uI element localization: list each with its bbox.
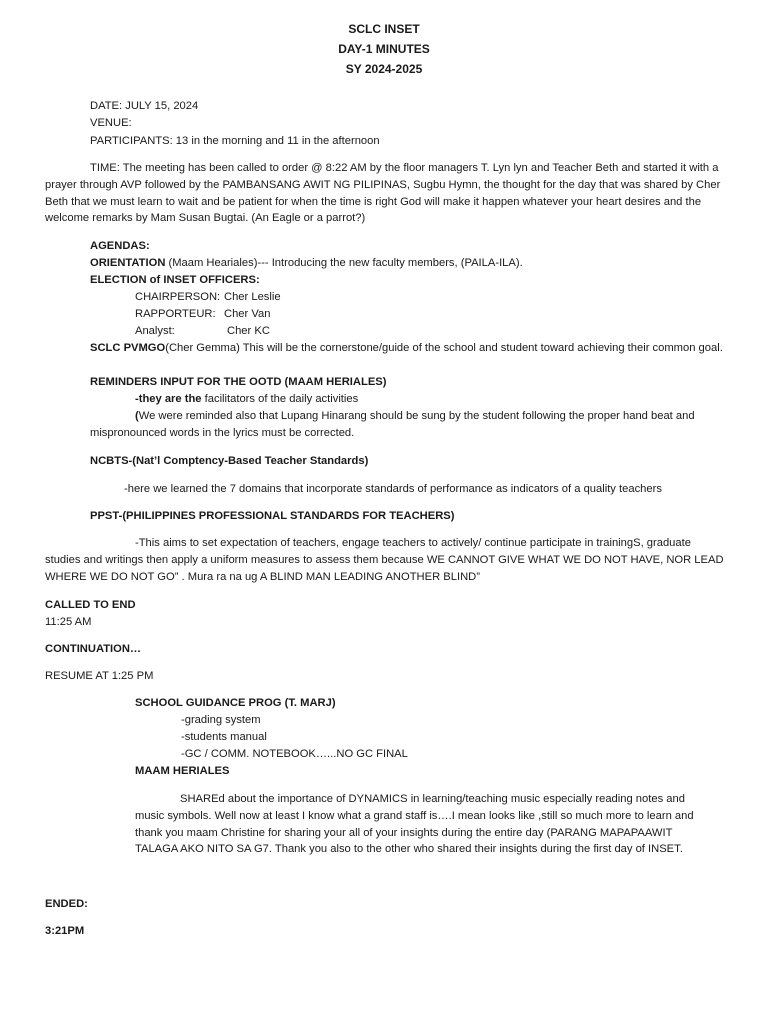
reminder-1 [135, 391, 358, 407]
ppst-heading: PPST-(PHILIPPINES PROFESSIONAL STANDARDS FOR TEACHERS) [90, 510, 455, 522]
reminder-2 [90, 408, 730, 442]
called-to-end-label: CALLED TO END [45, 599, 136, 611]
pvmgo-label: SCLC PVMGO [90, 342, 166, 354]
pvmgo-paragraph [90, 340, 730, 357]
continuation-label: CONTINUATION… [45, 643, 142, 655]
pvmgo-text: (Cher Gemma) This will be the cornerstone/guide of the school and student toward achieving their common goal. [165, 342, 723, 354]
time-paragraph: TIME: The meeting has been called to order @ 8:22 AM by the floor managers T. Lyn lyn and Teacher Beth and started it with a prayer through AVP followed by the PAMBANSANG AWIT NG PILIPINAS, Sugbu Hymn, the thought for the day that was shared by Cher Beth that we must learn to wait and be patient for when the time is right God will make it happen whatever your heart desires and the welcome remarks by Mam Susan Bugtai. (An Eagle or a parrot?) [45, 162, 721, 225]
reminder-1-text: facilitators of the daily activities [201, 393, 359, 405]
called-to-end-time: 11:25 AM [45, 616, 92, 628]
officer-name: Cher KC [227, 325, 270, 337]
ended-time: 3:21PM [45, 925, 85, 937]
agendas-heading: AGENDAS: [90, 240, 150, 252]
officer-role: RAPPORTEUR: [135, 308, 216, 320]
ncbts-heading: NCBTS-(Nat’l Comptency-Based Teacher Standards) [90, 455, 369, 467]
date-line: DATE: JULY 15, 2024 [90, 100, 199, 112]
reminders-heading: REMINDERS INPUT FOR THE OOTD (MAAM HERIALES) [90, 376, 387, 388]
title-line-2: DAY-1 MINUTES [338, 42, 430, 56]
ended-label: ENDED: [45, 898, 88, 910]
orientation-label: ORIENTATION [90, 257, 166, 269]
ncbts-text: -here we learned the 7 domains that incorporate standards of performance as indicators of a quality teachers [124, 483, 662, 495]
title-line-1: SCLC INSET [348, 22, 420, 36]
orientation-text: (Maam Heariales)--- Introducing the new faculty members, (PAILA-ILA). [165, 257, 523, 269]
guidance-heading: SCHOOL GUIDANCE PROG (T. MARJ) [135, 697, 336, 709]
officer-name: Cher Leslie [224, 291, 281, 303]
reminder-2-bold: ( [135, 410, 139, 422]
officer-name: Cher Van [224, 308, 271, 320]
guidance-item: -GC / COMM. NOTEBOOK…...NO GC FINAL [181, 748, 408, 760]
title-line-3: SY 2024-2025 [345, 62, 423, 76]
guidance-item: -students manual [181, 731, 267, 743]
heriales-text: SHAREd about the importance of DYNAMICS in learning/teaching music especially reading notes and music symbols. Well now at least I know what a grand staff is….I mean looks like ,still so much more to learn and thank you maam Christine for sharing your all of your insights during the entire day (PARANG MAPAPAAWIT TALAGA AKO NITO SA G7. Thank you also to the other who shared their insights during the first day of INSET. [135, 793, 694, 856]
guidance-item: -grading system [181, 714, 261, 726]
orientation-line [90, 255, 523, 271]
officer-role: Analyst: [135, 325, 175, 337]
reminder-2-text: We were reminded also that Lupang Hinarang should be sung by the student following the proper hand beat and mispronounced words in the lyrics must be corrected. [90, 410, 695, 439]
participants-line: PARTICIPANTS: 13 in the morning and 11 in the afternoon [90, 135, 380, 147]
resume-line: RESUME AT 1:25 PM [45, 670, 154, 682]
officer-role: CHAIRPERSON: [135, 291, 221, 303]
reminder-1-bold: -they are the [135, 393, 202, 405]
ppst-text: -This aims to set expectation of teachers, engage teachers to actively/ continue participate in trainingS, graduate studies and writings then apply a uniform measures to assess them because WE CANNOT GIVE WHAT WE DO NOT HAVE, NOR LEAD WHERE WE DO NOT GO” . Mura ra na ug A BLIND MAN LEADING ANOTHER BLIND” [45, 537, 724, 583]
heriales-heading: MAAM HERIALES [135, 765, 230, 777]
venue-line: VENUE: [90, 117, 132, 129]
election-heading: ELECTION of INSET OFFICERS: [90, 274, 260, 286]
